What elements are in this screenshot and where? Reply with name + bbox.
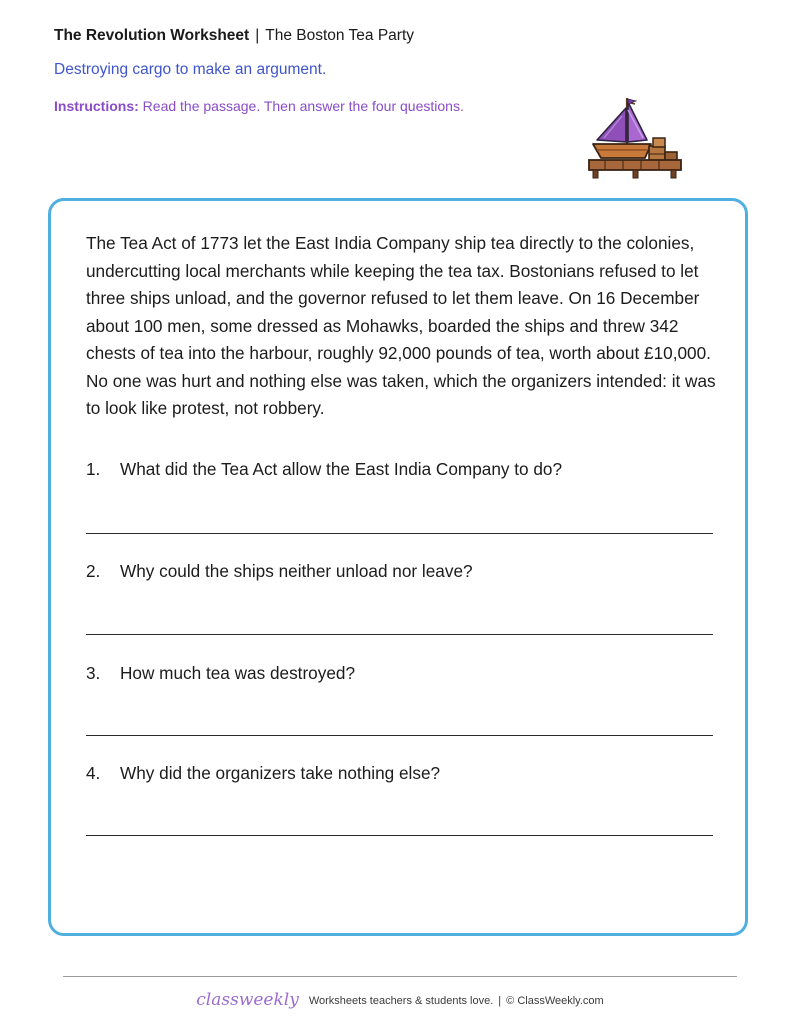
sailboat-with-crates-on-dock-icon (585, 96, 685, 180)
worksheet-topic: The Boston Tea Party (265, 27, 415, 44)
instructions (54, 98, 464, 114)
answer-line-1[interactable] (86, 533, 713, 534)
question-number: 2. (86, 561, 101, 581)
answer-line-4[interactable] (86, 835, 713, 836)
footer (0, 990, 800, 1010)
instructions-label: Instructions: (54, 98, 139, 114)
footer-separator: | (498, 995, 502, 1007)
question-number: 3. (86, 663, 101, 683)
brand-logo: classweekly (196, 990, 299, 1010)
question-text: Why could the ships neither unload nor leave? (120, 561, 473, 581)
question-text: Why did the organizers take nothing else? (120, 763, 441, 783)
title-separator: | (255, 27, 260, 44)
footer-copyright: © ClassWeekly.com (506, 995, 604, 1007)
question-1 (86, 459, 562, 480)
answer-line-2[interactable] (86, 634, 713, 635)
footer-tagline: Worksheets teachers & students love. (308, 995, 494, 1007)
instructions-text: Read the passage. Then answer the four questions. (142, 98, 464, 114)
worksheet-series: The Revolution Worksheet (54, 27, 250, 44)
question-2 (86, 561, 473, 582)
question-number: 4. (86, 763, 101, 783)
question-number: 1. (86, 459, 101, 479)
reading-passage: The Tea Act of 1773 let the East India Company ship tea directly to the colonies, undercutting local merchants while keeping the tea tax. Bostonians refused to let three ships unload, and the governor refused to let them leave. On 16 December about 100 men, some dressed as Mohawks, boarded the ships and threw 342 chests of tea into the harbour, roughly 92,000 pounds of tea, worth about £10,000. No one was hurt and nothing else was taken, which the organizers intended: it was to look like protest, not robbery. (86, 233, 716, 418)
worksheet-subtitle: Destroying cargo to make an argument. (54, 61, 327, 78)
question-3 (86, 663, 355, 684)
footer-divider (63, 976, 737, 977)
question-text: What did the Tea Act allow the East India Company to do? (120, 459, 563, 479)
worksheet-title (54, 27, 414, 45)
question-4 (86, 763, 440, 784)
answer-line-3[interactable] (86, 735, 713, 736)
question-text: How much tea was destroyed? (120, 663, 356, 683)
